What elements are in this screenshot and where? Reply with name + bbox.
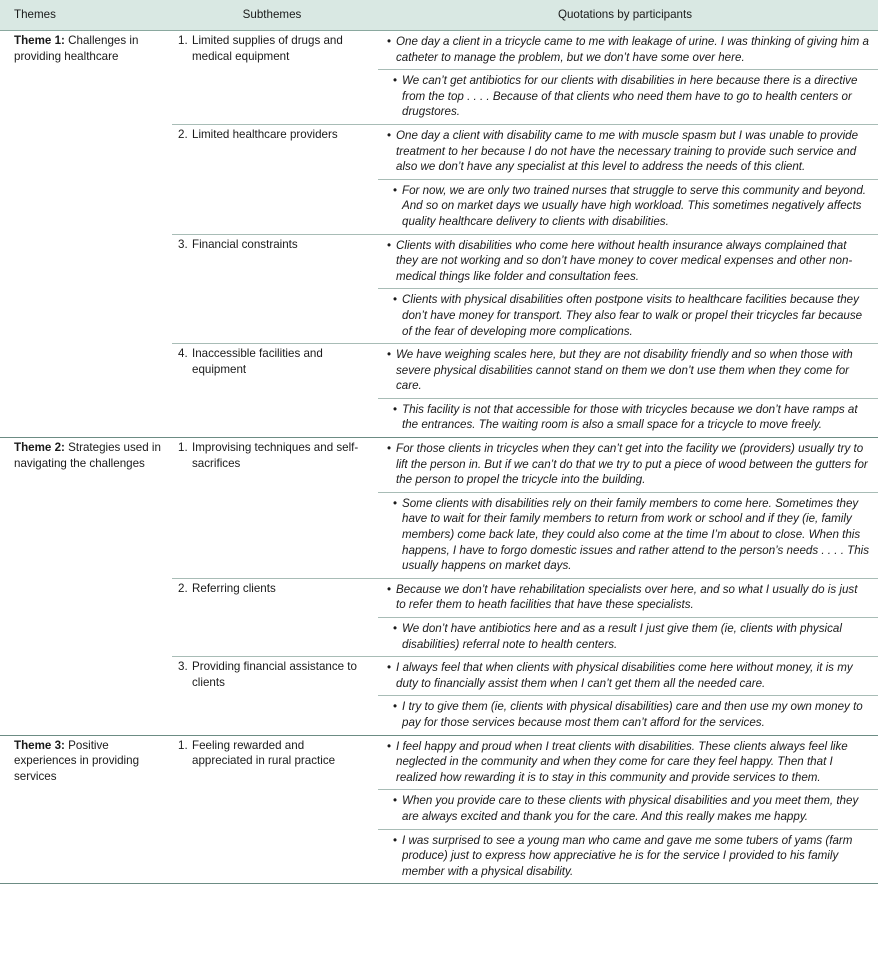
bullet-icon: •: [392, 293, 398, 307]
quotes-cell: [372, 124, 878, 234]
header-row: [0, 0, 878, 31]
theme-title: Positive experiences in providing services: [14, 738, 140, 783]
quote-item: [378, 617, 878, 656]
header-quotations: Quotations by participants: [372, 0, 878, 31]
quotes-cell: [372, 234, 878, 344]
quotes-cell: [372, 735, 878, 884]
subtheme-cell: [172, 344, 372, 438]
bullet-icon: •: [386, 739, 392, 753]
theme-label: Theme 1:: [14, 34, 65, 47]
bullet-icon: •: [386, 442, 392, 456]
bullet-icon: •: [386, 128, 392, 142]
quote-text: When you provide care to these clients with physical disabilities and you meet them, they are always excited and thank you for the care. And this really makes me happy.: [402, 794, 859, 823]
subtheme-title: Inaccessible facilities and equipment: [192, 347, 323, 376]
bullet-icon: •: [392, 183, 398, 197]
theme-label: Theme 2:: [14, 441, 65, 455]
subtheme-number: 1.: [178, 738, 188, 752]
quote-item: [372, 438, 878, 492]
quote-text: We can’t get antibiotics for our clients with disabilities in here because there is a directive from the top . . . . Because of that clients who need them have to go to health centers or drugstores.: [402, 74, 858, 119]
bullet-icon: •: [386, 582, 392, 596]
bullet-icon: •: [392, 74, 398, 88]
theme-cell: [0, 735, 172, 884]
subtheme-title: Referring clients: [192, 581, 276, 595]
quote-text: Clients with physical disabilities often postpone visits to healthcare facilities because they don’t have money for transport. They also fear to walk or propel their tricycles far because of the fear of developing more complications.: [402, 293, 863, 338]
theme-cell: [0, 31, 172, 438]
subtheme-cell: [172, 735, 372, 884]
header-themes: Themes: [0, 0, 172, 31]
table-row: [0, 31, 878, 125]
bullet-icon: •: [392, 700, 398, 714]
quote-item: [372, 125, 878, 179]
quote-text: I always feel that when clients with physical disabilities come here without money, it is my duty to financially assist them when I can’t get them all the needed care.: [396, 661, 853, 690]
table-body: [0, 31, 878, 884]
subtheme-cell: [172, 578, 372, 656]
quote-item: [372, 736, 878, 790]
quote-text: Clients with disabilities who come here without health insurance always complained that they are not working and so don’t have money to cover medical expenses and other non-medical things like folder and consultation fees.: [396, 238, 853, 283]
quote-text: I feel happy and proud when I treat clients with disabilities. These clients always feel like neglected in the community and when they come for care they feel happy. Then that I realized how rewarding it is to stay in this community and provide services to them.: [396, 739, 848, 784]
subtheme-number: 1.: [178, 34, 188, 47]
bullet-icon: •: [386, 661, 392, 675]
quote-item: [378, 829, 878, 884]
quote-item: [372, 344, 878, 398]
bullet-icon: •: [392, 496, 398, 510]
quote-text: Because we don’t have rehabilitation specialists over here, and so what I usually do is just to refer them to heath facilities that have these specialists.: [396, 582, 858, 612]
quote-item: [372, 31, 878, 69]
quote-text: I was surprised to see a young man who came and gave me some tubers of yams (farm produce) just to express how appreciative he is for the service I provided to his family member with a physical disability.: [402, 833, 853, 878]
quote-item: [378, 695, 878, 734]
quotes-cell: [372, 344, 878, 438]
bullet-icon: •: [392, 833, 398, 847]
quote-item: [372, 235, 878, 289]
subtheme-number: 3.: [178, 660, 188, 674]
quote-text: For now, we are only two trained nurses that struggle to serve this community and beyond. And so on market days we usually have high workload. This sometimes negatively affects quality healthcare delivery to clients with disabilities.: [402, 183, 866, 228]
theme-title: Challenges in providing healthcare: [14, 34, 139, 63]
bullet-icon: •: [386, 348, 392, 362]
quote-item: [372, 657, 878, 695]
subtheme-cell: [172, 234, 372, 344]
quote-text: Some clients with disabilities rely on their family members to come here. Sometimes they have to wait for their family members to return from work or school and if they (ie, family members) come back late, they could also come at the time I’m about to close. When this happens, I have to forgo domestic issues and rather attend to the person’s needs . . . . This usually happens on market days.: [402, 496, 870, 573]
quote-text: This facility is not that accessible for those with tricycles because we don’t have ramps at the entrances. The waiting room is also a small space for a tricycle to move freely.: [402, 402, 858, 432]
quotes-cell: [372, 578, 878, 656]
quotes-cell: [372, 438, 878, 579]
quote-item: [378, 492, 878, 578]
quote-item: [378, 288, 878, 343]
subtheme-cell: [172, 31, 372, 125]
subtheme-number: 1.: [178, 441, 188, 455]
subtheme-number: 4.: [178, 347, 188, 361]
bullet-icon: •: [392, 622, 398, 635]
subtheme-cell: [172, 657, 372, 735]
header-subthemes: Subthemes: [172, 0, 372, 31]
theme-cell: [0, 438, 172, 736]
bullet-icon: •: [386, 35, 392, 48]
quote-item: [378, 398, 878, 437]
subtheme-title: Limited supplies of drugs and medical equipment: [192, 34, 343, 63]
table-row: [0, 438, 878, 579]
theme-label: Theme 3:: [14, 738, 65, 752]
bullet-icon: •: [386, 238, 392, 252]
theme-title: Strategies used in navigating the challenges: [14, 441, 161, 470]
bullet-icon: •: [392, 794, 398, 808]
subtheme-cell: [172, 124, 372, 234]
quote-text: One day a client in a tricycle came to me with leakage of urine. I was thinking of giving him a catheter to manage the problem, but we don’t have some over here.: [396, 35, 870, 64]
quote-item: [378, 69, 878, 124]
subtheme-number: 2.: [178, 581, 188, 595]
quote-text: We don’t have antibiotics here and as a result I just give them (ie, clients with physical disabilities) referral note to health centers.: [402, 622, 842, 651]
subtheme-title: Improvising techniques and self-sacrifices: [192, 441, 359, 470]
quote-text: I try to give them (ie, clients with physical disabilities) care and then use my own money to pay for those services because most them can’t afford for the services.: [402, 700, 863, 729]
quote-text: For those clients in tricycles when they can’t get into the facility we (providers) usually try to lift the person in. But if we can’t do that we try to put a piece of wood between the gutters for the person to propel the tricycle into the building.: [396, 442, 868, 487]
subtheme-cell: [172, 438, 372, 579]
bullet-icon: •: [392, 402, 398, 416]
quote-item: [378, 179, 878, 234]
subtheme-title: Feeling rewarded and appreciated in rural practice: [192, 738, 336, 768]
quote-item: [372, 579, 878, 617]
quotes-cell: [372, 657, 878, 735]
subtheme-number: 2.: [178, 127, 188, 141]
subtheme-title: Limited healthcare providers: [192, 127, 338, 141]
subtheme-title: Financial constraints: [192, 237, 298, 251]
subtheme-title: Providing financial assistance to clients: [192, 660, 357, 689]
quote-text: One day a client with disability came to me with muscle spasm but I was unable to provide treatment to her because I do not have the necessary training to provide such service and also we don’t have any specialist at this level to address the needs of this client.: [396, 128, 859, 174]
table-row: [0, 735, 878, 884]
quote-text: We have weighing scales here, but they are not disability friendly and so when those with severe physical disabilities cannot stand on them we don’t use them when they come for care.: [396, 348, 853, 393]
quote-item: [378, 789, 878, 828]
subtheme-number: 3.: [178, 237, 188, 251]
quotes-cell: [372, 31, 878, 125]
